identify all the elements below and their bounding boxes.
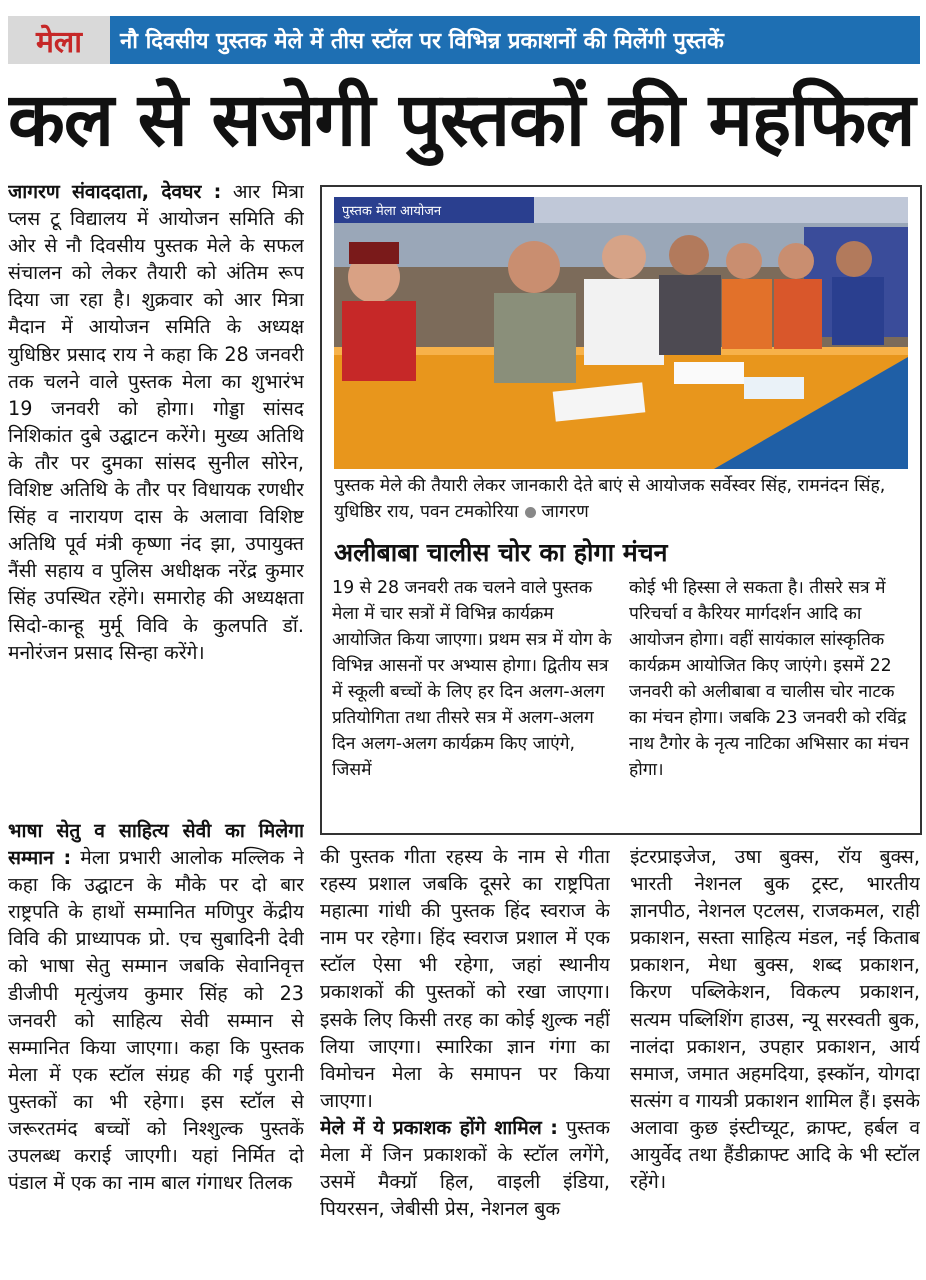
photo-banner-text: पुस्तक मेला आयोजन — [342, 204, 442, 219]
photo-credit: जागरण — [541, 502, 589, 522]
article-body-3: की पुस्तक गीता रहस्य के नाम से गीता रहस्य प्रशाल जबकि दूसरे का राष्ट्रपिता महात्मा गांधी की पुस्तक हिंद स्वराज के नाम पर रहेगा। हिंद स्वराज प्रशाल में एक स्टॉल ऐसा भी रहेगा, जहां स्थानीय प्रकाशकों की पुस्तकों को रखा जाएगा। इसके लिए किसी तरह का कोई शुल्क नहीं लिया जाएगा। स्मारिका ज्ञान गंगा का विमोचन मेला के समापन पर किया जाएगा। — [320, 845, 610, 1112]
credit-dot — [525, 507, 536, 518]
article-column-3 — [630, 843, 920, 1263]
subhead-publishers: मेले में ये प्रकाशक होंगे शामिल : — [320, 1115, 558, 1139]
photo-caption — [334, 473, 908, 529]
news-photo — [334, 197, 908, 469]
article-body-4: पुस्तक मेला में जिन प्रकाशकों के स्टॉल लगेंगे, उसमें मैक्ग्रॉ हिल, वाइली इंडिया, पियरसन, जेबीसी प्रेस, नेशनल बुक — [320, 1115, 610, 1221]
subhead-award: भाषा सेतु व साहित्य सेवी का मिलेगा सम्मान : — [8, 819, 304, 870]
article-column-1 — [8, 178, 304, 810]
sidebar-column-a: 19 से 28 जनवरी तक चलने वाले पुस्तक मेला में चार सत्रों में विभिन्न कार्यक्रम आयोजित किया जाएगा। प्रथम सत्र में योग के विभिन्न आसनों पर अभ्यास होगा। द्वितीय सत्र में स्कूली बच्चों के लिए हर दिन अलग-अलग प्रतियोगिता तथा तीसरे सत्र में अलग-अलग दिन अलग-अलग कार्यक्रम किए जाएंगे, जिसमें — [332, 578, 612, 780]
sidebar-headline: अलीबाबा चालीस चोर का होगा मंचन — [334, 538, 668, 567]
sidebar-column-b: कोई भी हिस्सा ले सकता है। तीसरे सत्र में परिचर्चा व कैरियर मार्गदर्शन आदि का आयोजन होगा। वहीं सायंकाल सांस्कृतिक कार्यक्रम आयोजित किए जाएंगे। इसमें 22 जनवरी को अलीबाबा व चालीस चोर नाटक का मंचन होगा। जबकि 23 जनवरी को रविंद्र नाथ टैगोर के नृत्य नाटिका अभिसार का मंचन होगा। — [629, 578, 909, 780]
article-body-5: इंटरप्राइजेज, उषा बुक्स, रॉय बुक्स, भारती नेशनल बुक ट्रस्ट, भारतीय ज्ञानपीठ, नेशनल एटलस, राजकमल, राही प्रकाशन, सस्ता साहित्य मंडल, नई किताब प्रकाशन, मेधा बुक्स, शब्द प्रकाशन, किरण पब्लिकेशन, विकल्प प्रकाशन, सत्यम पब्लिशिंग हाउस, न्यू सरस्वती बुक, नालंदा प्रकाशन, उपहार प्रकाशन, आर्य समाज, जमात अहमदिया, इस्कॉन, योगदा सत्संग व गायत्री प्रकाशन शामिल हैं। इसके अलावा कुछ इंस्टीच्यूट, क्राफ्ट, हर्बल व आयुर्वेद तथा हैंडीक्राफ्ट आदि के भी स्टॉल रहेंगे। — [630, 845, 920, 1194]
kicker-strip — [8, 16, 920, 64]
article-body-2: मेला प्रभारी आलोक मल्लिक ने कहा कि उद्घाटन के मौके पर दो बार राष्ट्रपति के हाथों सम्मानित मणिपुर केंद्रीय विवि की प्राध्यापक प्रो. एच सुबादिनी देवी को भाषा सेतु सम्मान जबकि सेवानिवृत्त डीजीपी मृत्युंजय कुमार सिंह को 23 जनवरी को साहित्य सेवी सम्मान से सम्मानित किया जाएगा। कहा कि पुस्तक मेला में एक स्टॉल संग्रह की गई पुरानी पुस्तकों का भी रहेगा। इस स्टॉल से जरूरतमंद बच्चों को निश्शुल्क पुस्तकें उपलब्ध कराई जाएगी। यहां निर्मित दो पंडाल में एक का नाम बाल गंगाधर तिलक — [8, 846, 304, 1195]
section-tag: मेला — [8, 16, 110, 64]
headline: कल से सजेगी पुस्तकों की महफिल — [8, 77, 915, 163]
sidebar-box — [320, 185, 922, 835]
article-body-1: आर मित्रा प्लस टू विद्यालय में आयोजन समिति की ओर से नौ दिवसीय पुस्तक मेले के सफल संचालन को लेकर तैयारी को अंतिम रूप दिया जा रहा है। शुक्रवार को आर मित्रा मैदान में आयोजन समिति के अध्यक्ष युधिष्ठिर प्रसाद राय ने कहा कि 28 जनवरी तक चलने वाले पुस्तक मेला का शुभारंभ 19 जनवरी को होगा। गोड्डा सांसद निशिकांत दुबे उद्घाटन करेंगे। मुख्य अतिथि के तौर पर दुमका सांसद सुनील सोरेन, विशिष्ट अतिथि के तौर पर विधायक रणधीर सिंह व नारायण दास के अलावा विशिष्ट अतिथि पूर्व मंत्री कृष्णा नंद झा, उपायुक्त नैंसी सहाय व पुलिस अधीक्षक नरेंद्र कुमार सिंह उपस्थित रहेंगे। समारोह की अध्यक्षता सिदो-कान्हू मुर्मू विवि के कुलपति डॉ. मनोरंजन प्रसाद सिन्हा करेंगे। — [8, 180, 304, 664]
dateline: जागरण संवाददाता, देवघर : — [8, 180, 222, 203]
article-column-2 — [320, 843, 610, 1263]
photo-illustration — [334, 197, 908, 469]
article-column-1-continued — [8, 817, 304, 1263]
kicker-text: नौ दिवसीय पुस्तक मेले में तीस स्टॉल पर विभिन्न प्रकाशनों की मिलेंगी पुस्तकें — [110, 16, 920, 64]
caption-text: पुस्तक मेले की तैयारी लेकर जानकारी देते बाएं से आयोजक सर्वेस्वर सिंह, रामनंदन सिंह, युधिष्ठिर राय, पवन टमकोरिया — [334, 476, 886, 522]
